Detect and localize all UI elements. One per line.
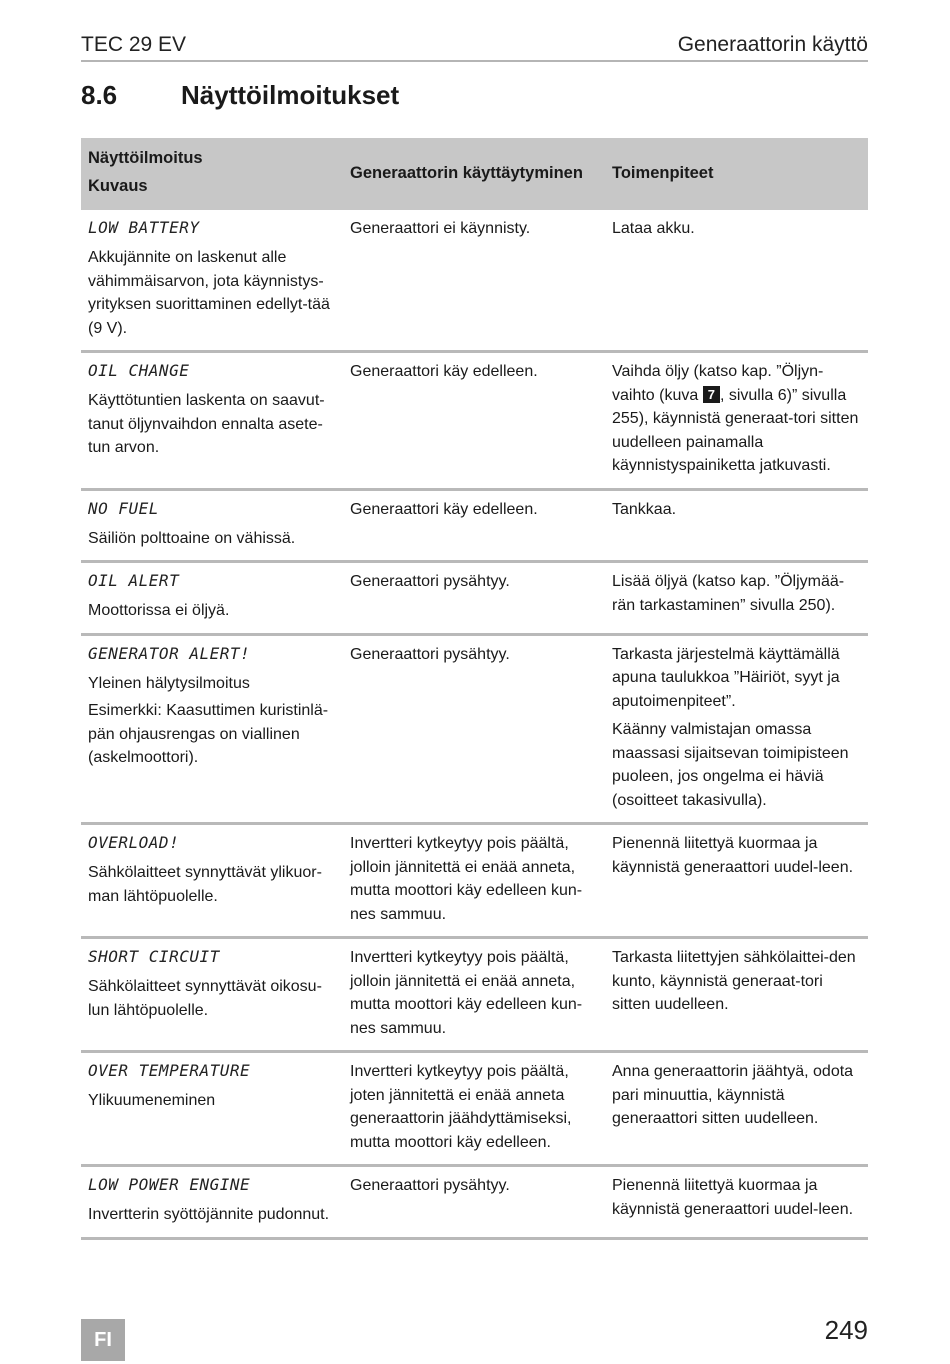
message-cell [81, 824, 343, 938]
action-text-part: , sivulla 6)” sivulla 255), käynnistä generaat-tori sitten uudelleen painamalla käynnistyspainiketta jatkuvasti. [612, 386, 859, 474]
message-cell [81, 938, 343, 1052]
display-code: OIL CHANGE [88, 361, 190, 380]
message-description: Sähkölaitteet synnyttävät oikosu-lun lähtöpuolelle. [88, 978, 322, 1019]
header-description: Kuvaus [88, 177, 148, 195]
action-cell [605, 352, 868, 490]
table-row [81, 938, 868, 1052]
action-text: Tankkaa. [612, 500, 677, 518]
model-name: TEC 29 EV [81, 33, 187, 56]
action-text: Tarkasta liitettyjen sähkölaittei-den kunto, käynnistä generaat-tori sitten uudelleen. [612, 949, 856, 1013]
section-title: Näyttöilmoitukset [181, 80, 400, 110]
table-row [81, 824, 868, 938]
action-cell [605, 1052, 868, 1166]
display-code: OVER TEMPERATURE [88, 1061, 251, 1080]
message-description: Säiliön polttoaine on vähissä. [88, 529, 296, 547]
display-code: LOW POWER ENGINE [88, 1175, 251, 1194]
message-cell [81, 352, 343, 490]
action-text: Pienennä liitettyä kuormaa ja käynnistä generaattori uudel-leen. [612, 1177, 854, 1218]
header-message-description [81, 138, 343, 210]
action-text: Käänny valmistajan omassa maassasi sijaitsevan toimipisteen puoleen, jos ongelma ei häviä (osoitteet takasivulla). [612, 721, 849, 809]
message-example: Esimerkki: Kaasuttimen kuristinlä-pän ohjausrengas on viallinen (askelmoottori). [88, 702, 329, 766]
action-text: Lisää öljyä (katso kap. ”Öljymää-rän tarkastaminen” sivulla 250). [612, 573, 845, 614]
message-description: Yleinen hälytysilmoitus [88, 674, 250, 692]
message-description: Akkujännite on laskenut alle vähimmäisarvon, jota käynnistys-yrityksen suorittaminen edellyt-tää (9 V). [88, 249, 330, 337]
table-row [81, 562, 868, 635]
action-cell [605, 210, 868, 352]
page-number: 249 [824, 1315, 868, 1345]
behavior-cell: Generaattori pysähtyy. [350, 573, 510, 590]
message-description: Invertterin syöttöjännite pudonnut. [88, 1206, 330, 1223]
behavior-cell: Generaattori pysähtyy. [350, 1177, 510, 1194]
action-cell [605, 824, 868, 938]
message-cell [81, 489, 343, 562]
display-messages-table [81, 138, 868, 1240]
message-cell [81, 210, 343, 352]
display-code: SHORT CIRCUIT [88, 947, 220, 966]
table-row [81, 1052, 868, 1166]
message-cell [81, 562, 343, 635]
action-cell [605, 1166, 868, 1239]
message-description: Sähkölaitteet synnyttävät ylikuor-man lähtöpuolelle. [88, 864, 322, 905]
message-description: Moottorissa ei öljyä. [88, 602, 230, 619]
table-row [81, 1166, 868, 1239]
display-code: OIL ALERT [88, 571, 180, 590]
table-row [81, 489, 868, 562]
table-row [81, 352, 868, 490]
message-cell [81, 634, 343, 824]
display-code: NO FUEL [88, 498, 159, 518]
action-text-part: Vaihda öljy (katso kap. ”Öljyn-vaihto (kuva [612, 363, 824, 404]
message-description: Käyttötuntien laskenta on saavut-tanut öljynvaihdon ennalta asete-tun arvon. [88, 392, 325, 456]
action-cell [605, 489, 868, 562]
table-row [81, 634, 868, 824]
action-text: Pienennä liitettyä kuormaa ja käynnistä generaattori uudel-leen. [612, 835, 854, 876]
message-cell [81, 1166, 343, 1239]
behavior-cell: Invertteri kytkeytyy pois päältä, jolloin jännitettä ei enää anneta, mutta moottori käy edelleen kun-nes sammuu. [350, 835, 583, 923]
language-tab: FI [81, 1319, 125, 1361]
header-behavior: Generaattorin käyttäytyminen [343, 138, 605, 210]
table-row [81, 210, 868, 352]
behavior-cell: Generaattori pysähtyy. [350, 645, 510, 663]
behavior-cell: Generaattori käy edelleen. [350, 500, 538, 518]
action-cell [605, 562, 868, 635]
action-cell [605, 938, 868, 1052]
behavior-cell: Invertteri kytkeytyy pois päältä, jolloin jännitettä ei enää anneta, mutta moottori käy edelleen kun-nes sammuu. [350, 949, 583, 1037]
action-text: Anna generaattorin jäähtyä, odota pari minuuttia, käynnistä generaattori sitten uudelleen. [612, 1063, 854, 1127]
behavior-cell: Generaattori käy edelleen. [350, 363, 538, 380]
action-text: Lataa akku. [612, 220, 695, 237]
section-heading [81, 78, 399, 112]
message-cell [81, 1052, 343, 1166]
display-code: LOW BATTERY [88, 218, 200, 237]
message-description: Ylikuumeneminen [88, 1092, 216, 1109]
header-actions: Toimenpiteet [605, 138, 868, 210]
table-header-row [81, 138, 868, 210]
behavior-cell: Invertteri kytkeytyy pois päältä, joten jännitettä ei enää anneta generaattorin jäähdyttämiseksi, mutta moottori käy edelleen. [350, 1063, 572, 1151]
section-number: 8.6 [81, 80, 118, 110]
figure-number-badge: 7 [703, 386, 720, 403]
action-text: Tarkasta järjestelmä käyttämällä apuna taulukkoa ”Häiriöt, syyt ja aputoimenpiteet”. [612, 645, 840, 710]
behavior-cell: Generaattori ei käynnisty. [350, 220, 531, 237]
header-message: Näyttöilmoitus [88, 149, 203, 167]
display-code: GENERATOR ALERT! [88, 643, 251, 663]
page-header [81, 30, 868, 62]
display-code: OVERLOAD! [88, 833, 180, 852]
chapter-title: Generaattorin käyttö [677, 33, 868, 56]
action-cell [605, 634, 868, 824]
